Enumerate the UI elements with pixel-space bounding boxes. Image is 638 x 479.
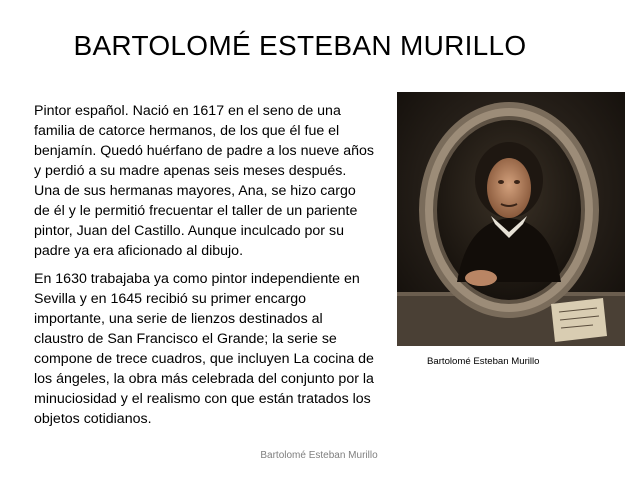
paragraph-1: Pintor español. Nació en 1617 en el seno de una familia de catorce hermanos, de los que él fue el benjamín. Quedó huérfano de padre a los nueve años y perdió a su madre apenas seis meses después. Una de sus hermanas mayores, Ana, se hizo cargo de él y le permitió frecuentar el taller de un pariente pintor, Juan del Castillo. Aunque inculcado por su padre ya era aficionado al dibujo. [34, 103, 374, 259]
body-text [34, 101, 374, 437]
slide-title: BARTOLOMÉ ESTEBAN MURILLO [73, 30, 527, 61]
slide-footer: Bartolomé Esteban Murillo [260, 450, 378, 461]
image-caption: Bartolomé Esteban Murillo [427, 356, 540, 367]
paragraph-2: En 1630 trabajaba ya como pintor independiente en Sevilla y en 1645 recibió su primer encargo importante, una serie de lienzos destinados al claustro de San Francisco el Grande; la serie se compone de trece cuadros, que incluyen La cocina de los ángeles, la obra más celebrada del conjunto por la minuciosidad y el realismo con que están tratados los objetos cotidianos. [34, 271, 374, 427]
portrait-image [397, 92, 625, 346]
